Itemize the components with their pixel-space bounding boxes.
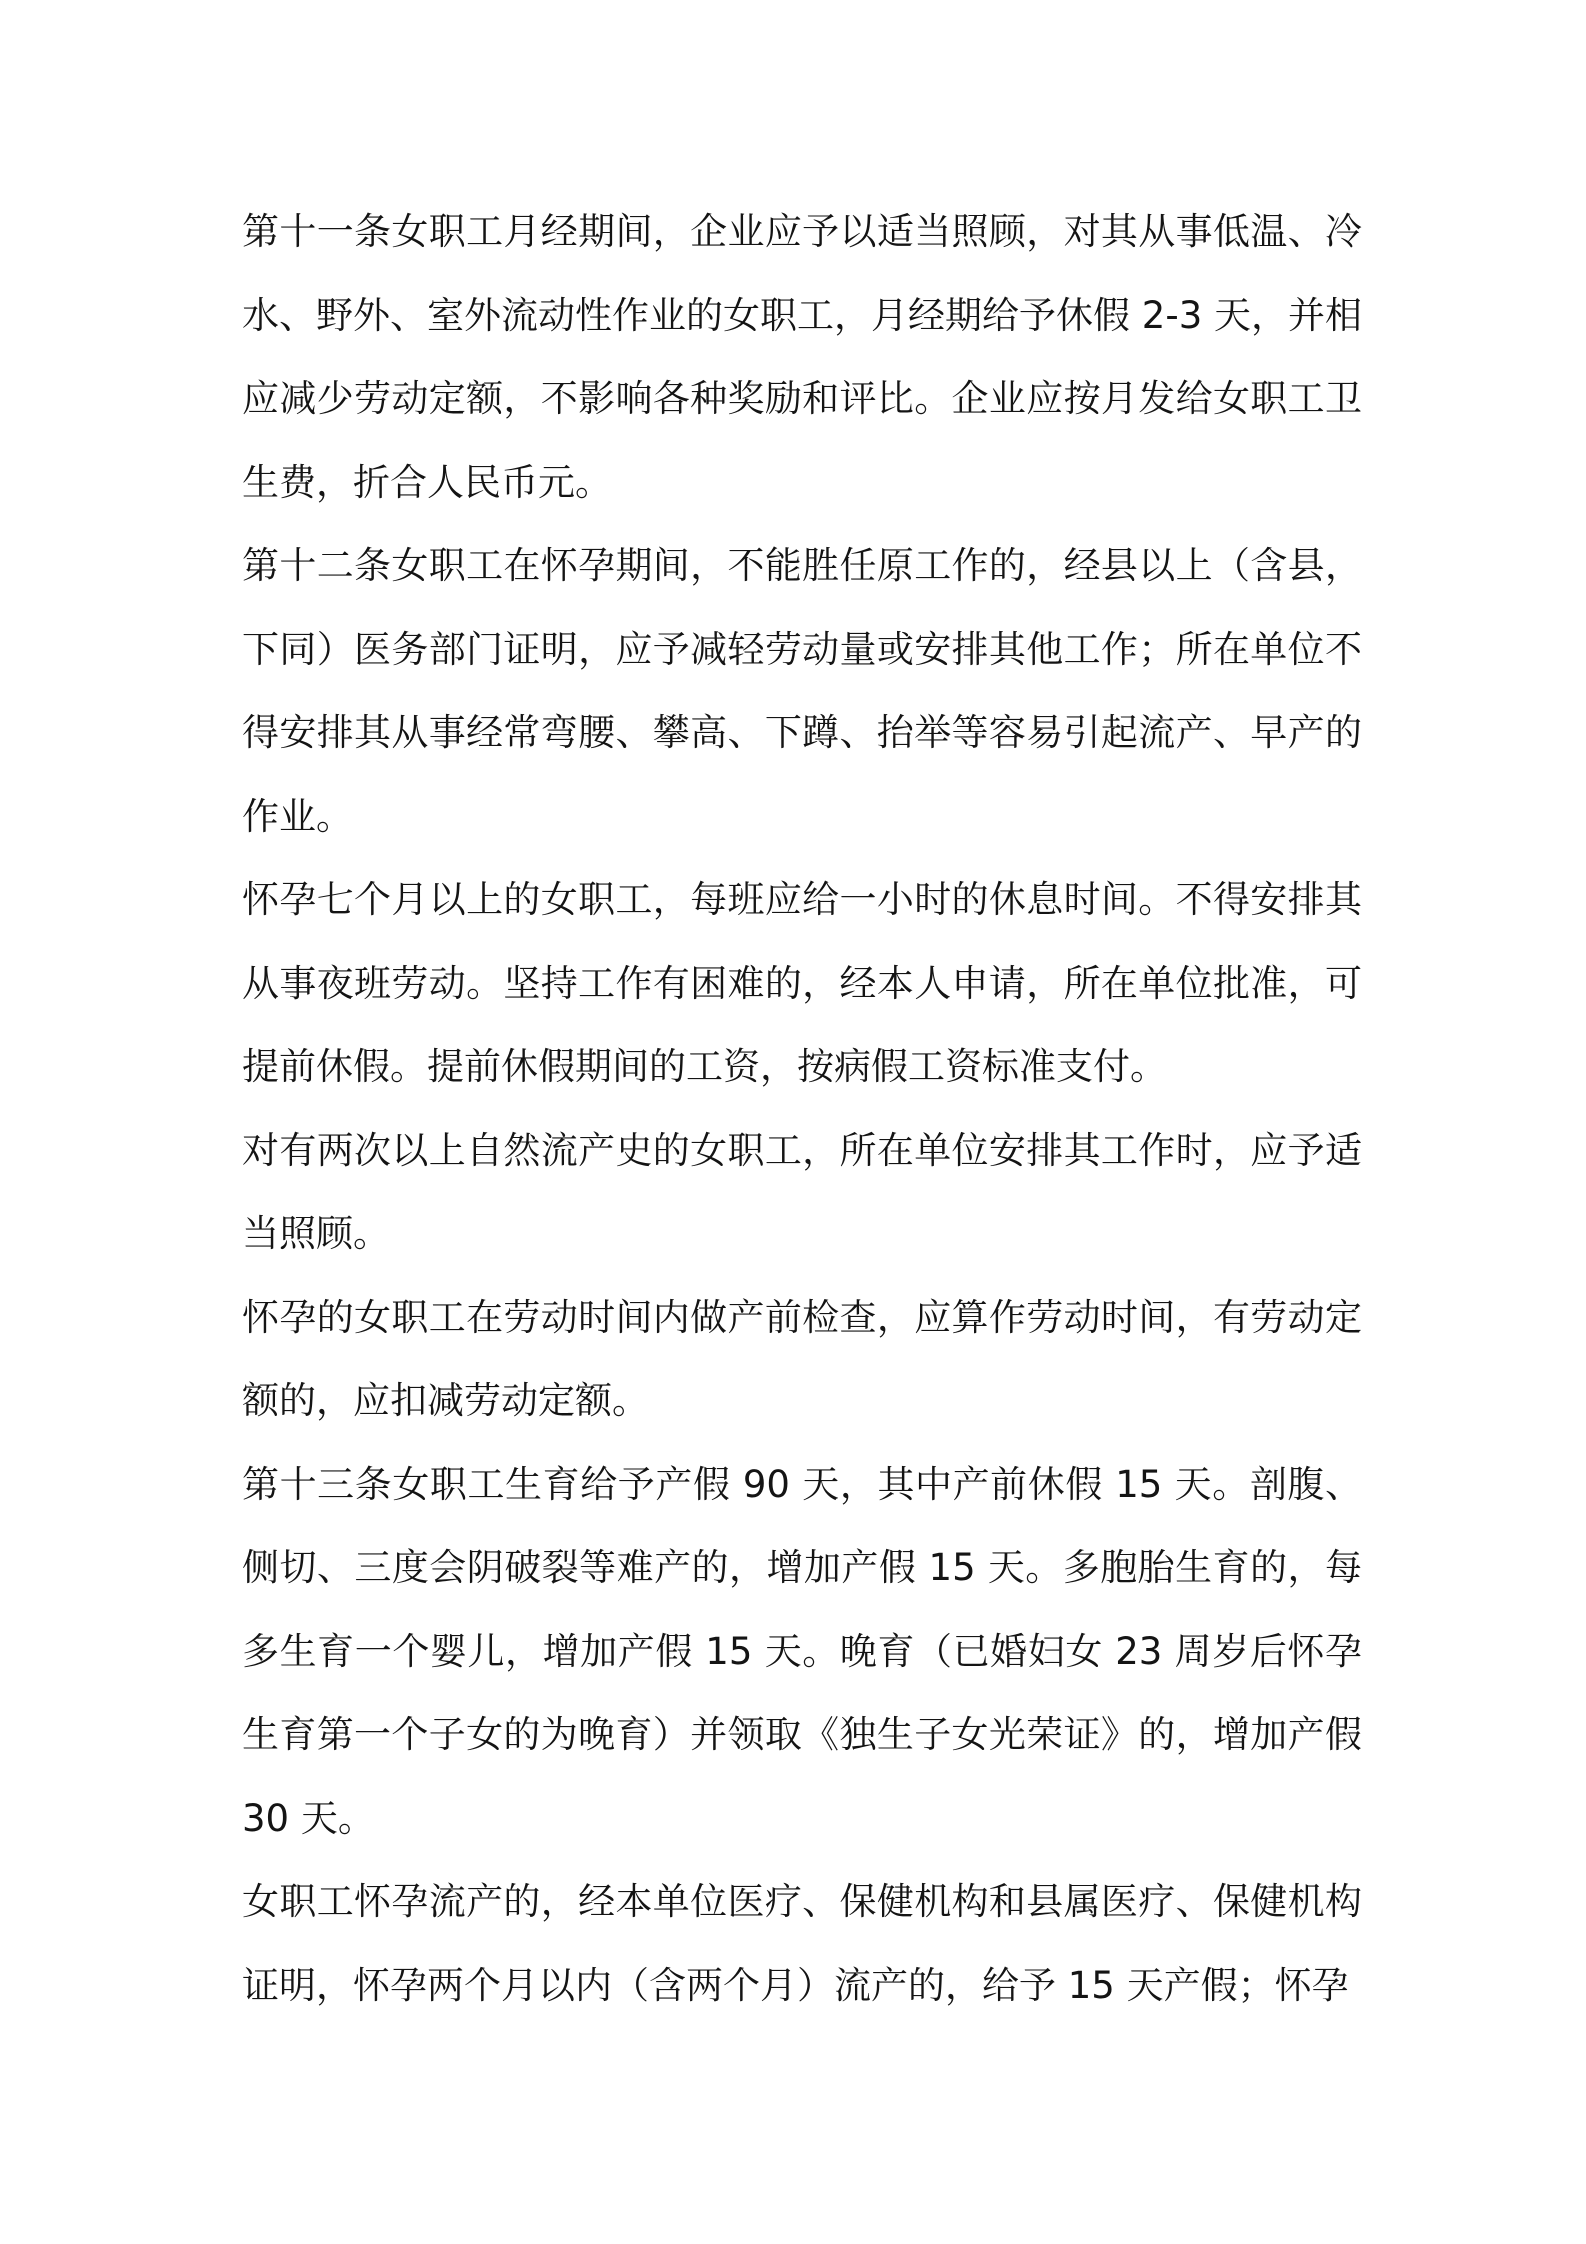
paragraph-pregnancy-seven-months: 怀孕七个月以上的女职工，每班应给一小时的休息时间。不得安排其从事夜班劳动。坚持工作有困难的，经本人申请，所在单位批准，可提前休假。提前休假期间的工资，按病假工资标准支付。 bbox=[242, 878, 1362, 1088]
paragraph-prenatal-checkup: 怀孕的女职工在劳动时间内做产前检查，应算作劳动时间，有劳动定额的，应扣减劳动定额。 bbox=[242, 1295, 1362, 1422]
document-body bbox=[242, 190, 1362, 2027]
paragraph-article-11: 第十一条女职工月经期间，企业应予以适当照顾，对其从事低温、冷水、野外、室外流动性作业的女职工，月经期给予休假 2-3 天，并相应减少劳动定额，不影响各种奖励和评比。企业应按月发给女职工卫生费，折合人民币元。 bbox=[242, 210, 1362, 504]
paragraph-miscarriage-history: 对有两次以上自然流产史的女职工，所在单位安排其工作时，应予适当照顾。 bbox=[242, 1128, 1362, 1255]
paragraph-article-13: 第十三条女职工生育给予产假 90 天，其中产前休假 15 天。剖腹、侧切、三度会阴破裂等难产的，增加产假 15 天。多胞胎生育的，每多生育一个婴儿，增加产假 15 天。晚育（已婚妇女 23 周岁后怀孕生育第一个子女的为晚育）并领取《独生子女光荣证》的，增加产假 30 天。 bbox=[242, 1462, 1362, 1840]
paragraph-miscarriage-leave: 女职工怀孕流产的，经本单位医疗、保健机构和县属医疗、保健机构证明，怀孕两个月以内（含两个月）流产的，给予 15 天产假；怀孕 bbox=[242, 1880, 1362, 2007]
paragraph-article-12: 第十二条女职工在怀孕期间，不能胜任原工作的，经县以上（含县，下同）医务部门证明，应予减轻劳动量或安排其他工作；所在单位不得安排其从事经常弯腰、攀高、下蹲、抬举等容易引起流产、早产的作业。 bbox=[242, 544, 1362, 838]
